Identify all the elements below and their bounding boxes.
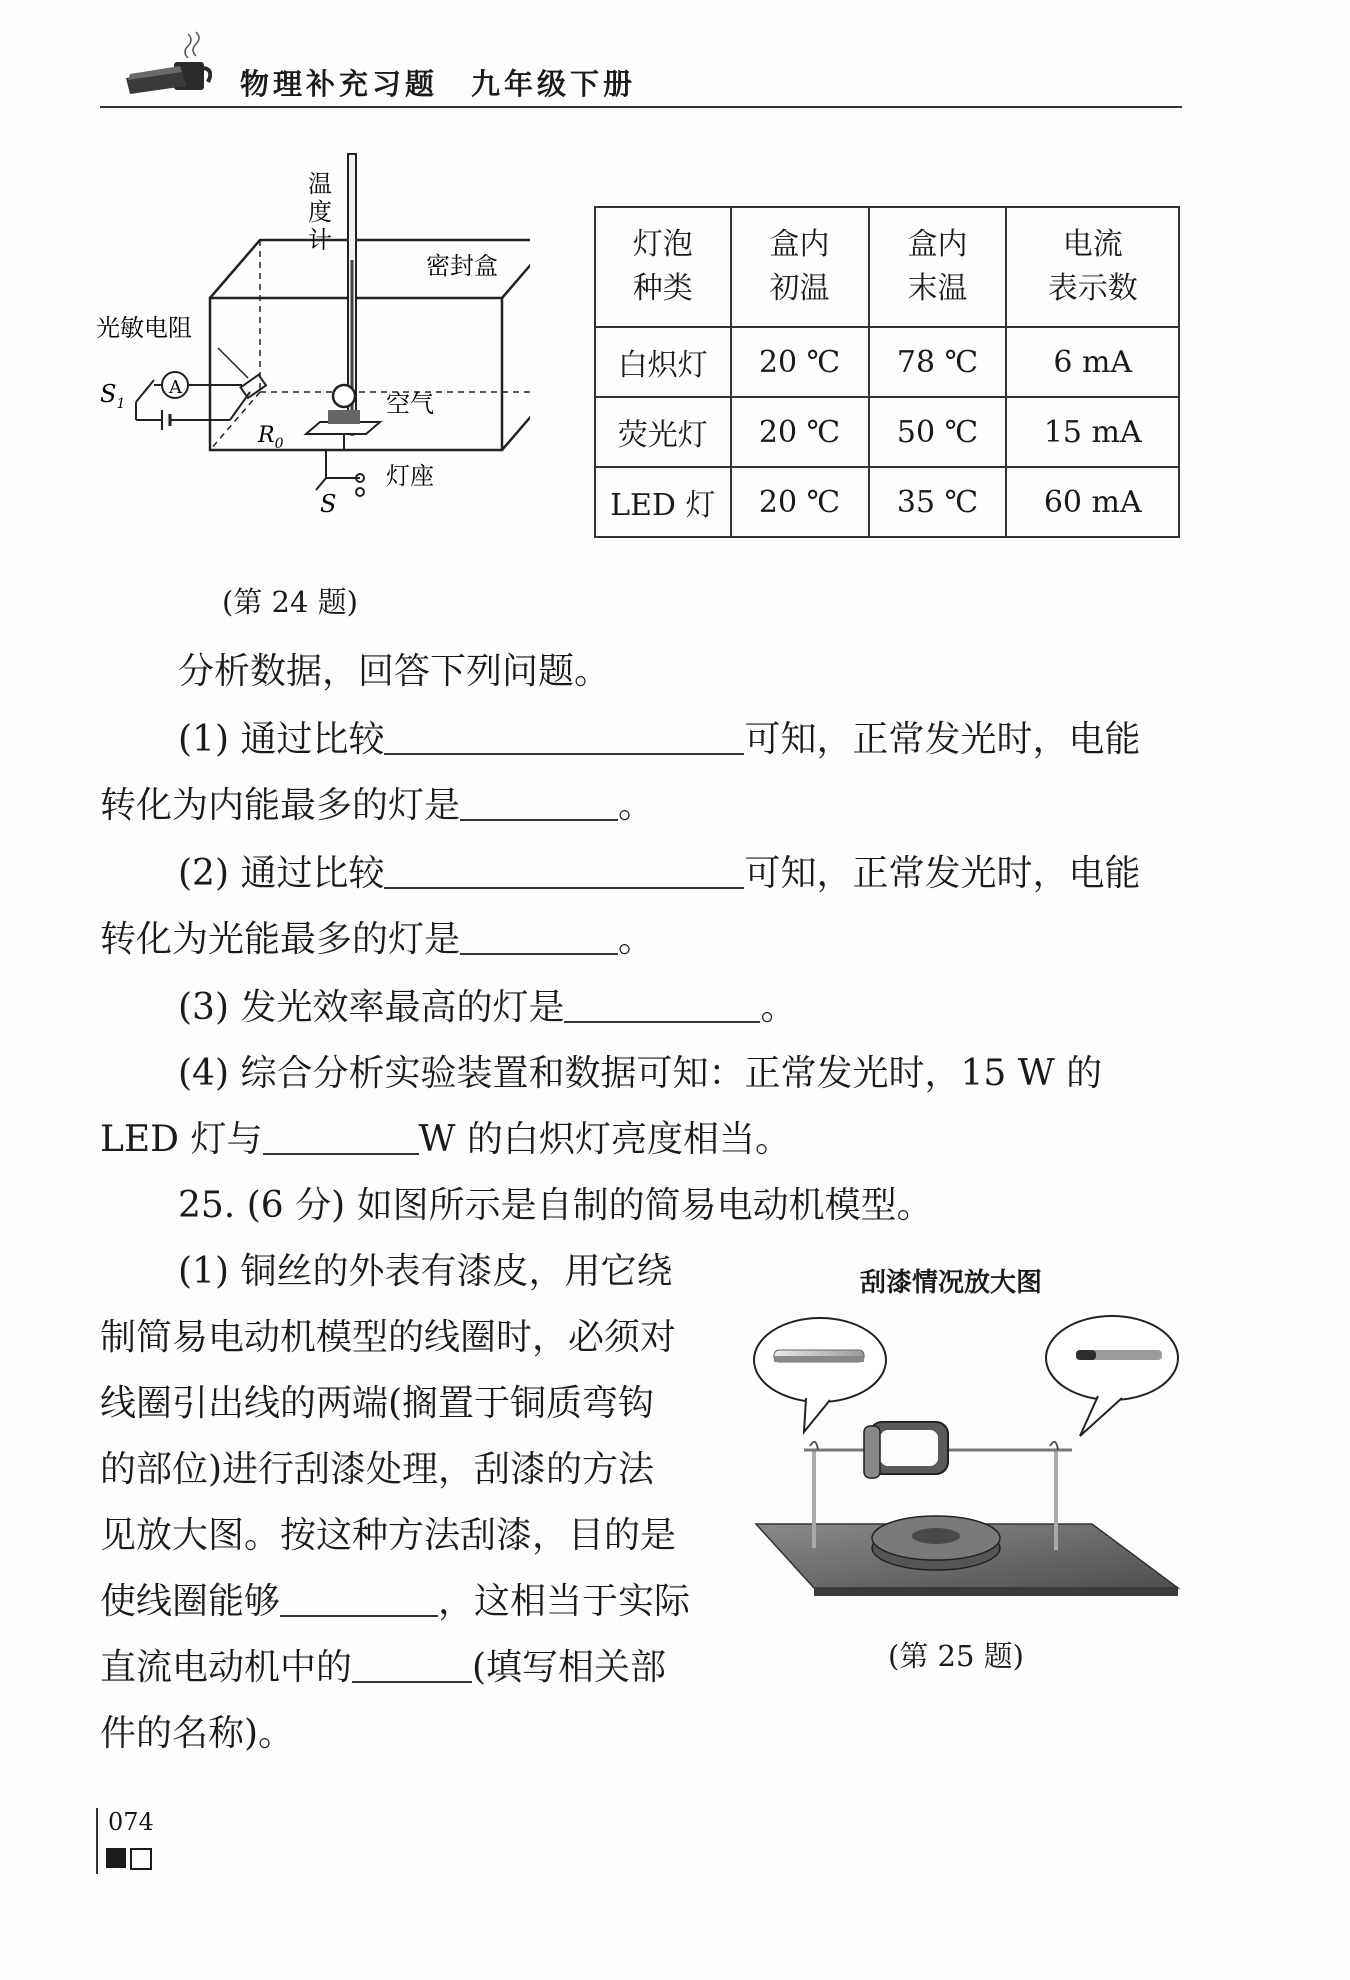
figure-25-caption: (第 25 题)	[888, 1639, 1024, 1673]
answer-blank[interactable]	[460, 919, 618, 955]
ring-magnet	[872, 1516, 1000, 1570]
figure-25-motor-diagram	[752, 1300, 1182, 1620]
table-cell: 6 mA	[1006, 327, 1179, 397]
header-title: 物理补充习题 九年级下册	[240, 67, 637, 101]
header-divider	[100, 106, 1182, 108]
table-row	[595, 327, 1179, 397]
q25-line: 直流电动机中的 (填写相关部	[100, 1647, 667, 1688]
q25-line: 使线圈能够 ，这相当于实际	[100, 1581, 691, 1622]
figure-25-title: 刮漆情况放大图	[860, 1268, 1043, 1298]
table-cell: 35 ℃	[869, 467, 1007, 537]
q24-part4-line1: (4) 综合分析实验装置和数据可知：正常发光时，15 W 的	[178, 1053, 1103, 1094]
zoom-bubble-left	[754, 1318, 886, 1432]
table-cell: LED 灯	[595, 467, 731, 537]
filled-square-icon	[106, 1848, 126, 1868]
table-cell: 15 mA	[1006, 397, 1179, 467]
q25-line: 件的名称)。	[100, 1713, 295, 1754]
q24-part2-line2: 转化为光能最多的灯是 。	[100, 919, 655, 960]
answer-blank[interactable]	[384, 719, 744, 755]
q24-part3: (3) 发光效率最高的灯是 。	[178, 987, 797, 1028]
lamp-socket	[306, 385, 380, 450]
footer-divider	[96, 1808, 98, 1874]
q25-line: 制简易电动机模型的线圈时，必须对	[100, 1317, 677, 1358]
figure-24-caption: (第 24 题)	[222, 585, 358, 619]
q25-title: 25. (6 分) 如图所示是自制的简易电动机模型。	[178, 1185, 933, 1226]
table-header-row	[595, 207, 1179, 327]
figure-24-diagram	[90, 140, 530, 570]
answer-blank[interactable]	[280, 1581, 438, 1617]
label-photoresistor: 光敏电阻	[96, 314, 192, 342]
photoresistor	[218, 348, 266, 398]
table-row	[595, 467, 1179, 537]
label-air: 空气	[386, 390, 434, 418]
label-socket: 灯座	[386, 462, 434, 490]
answer-blank[interactable]	[352, 1647, 472, 1683]
book-cup-logo-icon	[122, 28, 212, 98]
page-number: 074	[108, 1808, 154, 1836]
q25-line: 见放大图。按这种方法刮漆，目的是	[100, 1515, 677, 1556]
data-table	[594, 206, 1180, 538]
answer-blank[interactable]	[564, 987, 760, 1023]
q24-part4-line2: LED 灯与 W 的白炽灯亮度相当。	[100, 1119, 791, 1160]
table-row	[595, 397, 1179, 467]
label-sealed-box: 密封盒	[426, 252, 498, 280]
table-cell: 50 ℃	[869, 397, 1007, 467]
table-header-cell: 盒内 末温	[869, 207, 1007, 327]
table-header-cell: 电流 表示数	[1006, 207, 1179, 327]
q24-part1-line1: (1) 通过比较 可知，正常发光时，电能	[178, 719, 1141, 760]
answer-blank[interactable]	[460, 785, 618, 821]
table-cell: 白炽灯	[595, 327, 731, 397]
coil	[864, 1422, 948, 1478]
answer-blank[interactable]	[263, 1119, 419, 1155]
table-cell: 20 ℃	[731, 397, 869, 467]
table-cell: 60 mA	[1006, 467, 1179, 537]
label-s1: $S_1$	[100, 380, 126, 412]
q24-intro: 分析数据，回答下列问题。	[178, 651, 611, 692]
label-r0: $R_0$	[258, 423, 284, 452]
table-header-cell: 灯泡 种类	[595, 207, 731, 327]
table-cell: 荧光灯	[595, 397, 731, 467]
q25-line: 线圈引出线的两端(搁置于铜质弯钩	[100, 1383, 655, 1424]
table-header-cell: 盒内 初温	[731, 207, 869, 327]
ammeter-circuit	[136, 372, 250, 430]
table-cell: 20 ℃	[731, 467, 869, 537]
q24-part2-line1: (2) 通过比较 可知，正常发光时，电能	[178, 853, 1141, 894]
label-thermometer: 温度计	[308, 170, 332, 254]
answer-blank[interactable]	[384, 853, 744, 889]
ammeter-icon-label: A	[169, 377, 182, 398]
q24-part1-line2: 转化为内能最多的灯是 。	[100, 785, 655, 826]
zoom-bubble-right	[1046, 1316, 1178, 1436]
table-cell: 20 ℃	[731, 327, 869, 397]
label-s: S	[320, 490, 337, 518]
empty-square-icon	[130, 1848, 152, 1870]
table-cell: 78 ℃	[869, 327, 1007, 397]
q25-line: (1) 铜丝的外表有漆皮，用它绕	[178, 1251, 673, 1292]
q25-line: 的部位)进行刮漆处理，刮漆的方法	[100, 1449, 655, 1490]
